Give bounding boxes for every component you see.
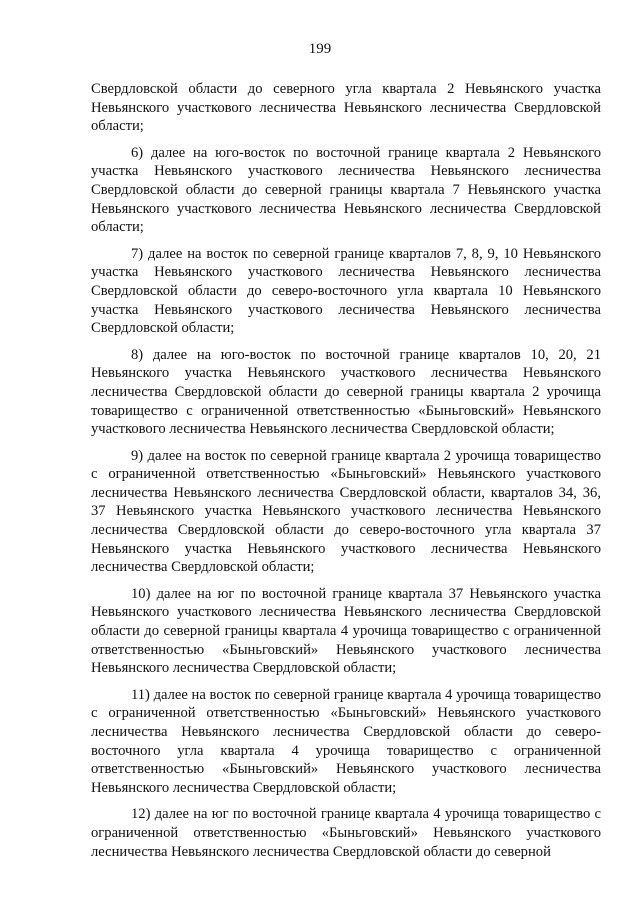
paragraph-item-12: 12) далее на юг по восточной границе квартала 4 урочища товарищество с ограниченной ответственностью «Быньговский» Невьянского участкового лесничества Невьянского лесничества Свердловской области до северной	[91, 806, 601, 860]
paragraph-item-7: 7) далее на восток по северной границе кварталов 7, 8, 9, 10 Невьянского участка Невьянского участкового лесничества Невьянского лесничества Свердловской области до северо-восточного угла квартала 10 Невьянского участка Невьянского участкового лесничества Невьянского лесничества Свердловской области;	[91, 245, 601, 337]
paragraph-item-9: 9) далее на восток по северной границе квартала 2 урочища товарищество с ограниченной ответственностью «Быньговский» Невьянского участкового лесничества Невьянского лесничества Свердловской области, кварталов 34, 36, 37 Невьянского участка Невьянского участкового лесничества Невьянского лесничества Свердловской области до северо-восточного угла квартала 37 Невьянского участка Невьянского участкового лесничества Невьянского лесничества Свердловской области;	[91, 447, 601, 576]
paragraph-item-11: 11) далее на восток по северной границе квартала 4 урочища товарищество с ограниченной ответственностью «Быньговский» Невьянского участкового лесничества Невьянского лесничества Свердловской области до северо-восточного угла квартала 4 урочища товарищество с ограниченной ответственностью «Быньговский» Невьянского участкового лесничества Невьянского лесничества Свердловской области;	[91, 686, 601, 796]
paragraph-item-10: 10) далее на юг по восточной границе квартала 37 Невьянского участка Невьянского участкового лесничества Невьянского лесничества Свердловской области до северной границы квартала 4 урочища товарищество с ограниченной ответственностью «Быньговский» Невьянского участкового лесничества Невьянского лесничества Свердловской области;	[91, 585, 601, 677]
document-body	[91, 80, 601, 861]
page-number: 199	[308, 41, 332, 57]
paragraph-item-8: 8) далее на юго-восток по восточной границе кварталов 10, 20, 21 Невьянского участка Невьянского участкового лесничества Невьянского лесничества Свердловской области до северной границы квартала 2 урочища товарищество с ограниченной ответственностью «Быньговский» Невьянского участкового лесничества Невьянского лесничества Свердловской области;	[91, 346, 601, 438]
paragraph-continuation: Свердловской области до северного угла квартала 2 Невьянского участка Невьянского участкового лесничества Невьянского лесничества Свердловской области;	[91, 81, 601, 135]
paragraph-item-6: 6) далее на юго-восток по восточной границе квартала 2 Невьянского участка Невьянского участкового лесничества Невьянского лесничества Свердловской области до северной границы квартала 7 Невьянского участка Невьянского участкового лесничества Невьянского лесничества Свердловской области;	[91, 144, 601, 236]
